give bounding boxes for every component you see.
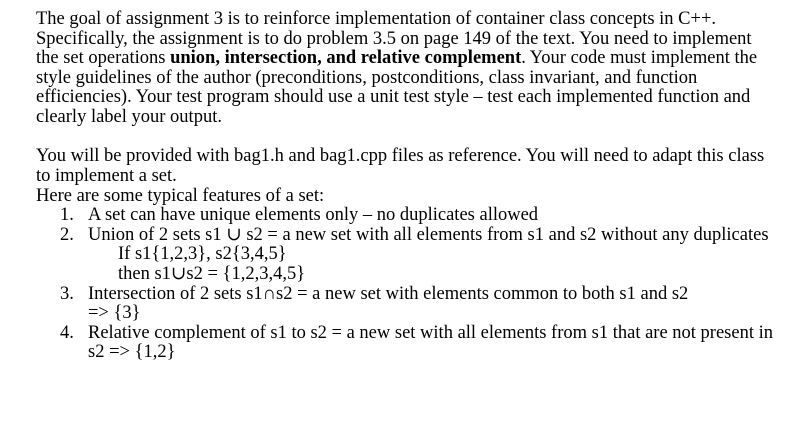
union-example-result: then s1∪s2 = {1,2,3,4,5}	[118, 263, 306, 284]
intersection-example-result: => {3}	[88, 303, 141, 324]
list-item-text: Relative complement of s1 to s2 = a new set with all elements from s1 that are not present in s2 => {1,2}	[88, 322, 773, 363]
provided-files-text: You will be provided with bag1.h and bag1.cpp files as reference. You will need to adapt this class to implement a set.	[36, 146, 765, 186]
intro-paragraph	[36, 10, 776, 128]
list-item	[36, 226, 776, 285]
set-features-list	[36, 206, 776, 363]
list-item-number: 1.	[60, 205, 74, 226]
list-item	[36, 206, 776, 226]
union-example	[88, 245, 776, 284]
intro-text-start: The goal of assignment 3 is to reinforce implementation of container class concepts in C++. Specifically, the assignment is to do problem 3.5 on page 149 of the text. You need to implement the set operations	[36, 9, 752, 69]
features-intro-text: Here are some typical features of a set:	[36, 185, 325, 206]
list-item-text: Union of 2 sets s1 ∪ s2 = a new set with all elements from s1 and s2 without any duplicates	[88, 224, 769, 245]
list-item-number: 2.	[60, 224, 74, 245]
paragraph-spacer	[36, 128, 776, 148]
assignment-document	[36, 10, 776, 363]
list-item	[36, 285, 776, 324]
intro-text-end: . Your code must implement the style guidelines of the author (preconditions, postconditions, class invariant, and function efficiencies). Your test program should use a unit test style – test each implemented function and clearly label your output.	[36, 48, 758, 127]
provided-files-paragraph	[36, 147, 776, 206]
list-item-number: 3.	[60, 283, 74, 304]
intro-bold-operations: union, intersection, and relative complement	[170, 48, 522, 69]
list-item-text: Intersection of 2 sets s1∩s2 = a new set with elements common to both s1 and s2	[88, 283, 689, 304]
list-item-text: A set can have unique elements only – no duplicates allowed	[88, 205, 539, 226]
list-item-number: 4.	[60, 322, 74, 343]
union-example-given: If s1{1,2,3}, s2{3,4,5}	[118, 244, 287, 265]
list-item	[36, 324, 776, 363]
